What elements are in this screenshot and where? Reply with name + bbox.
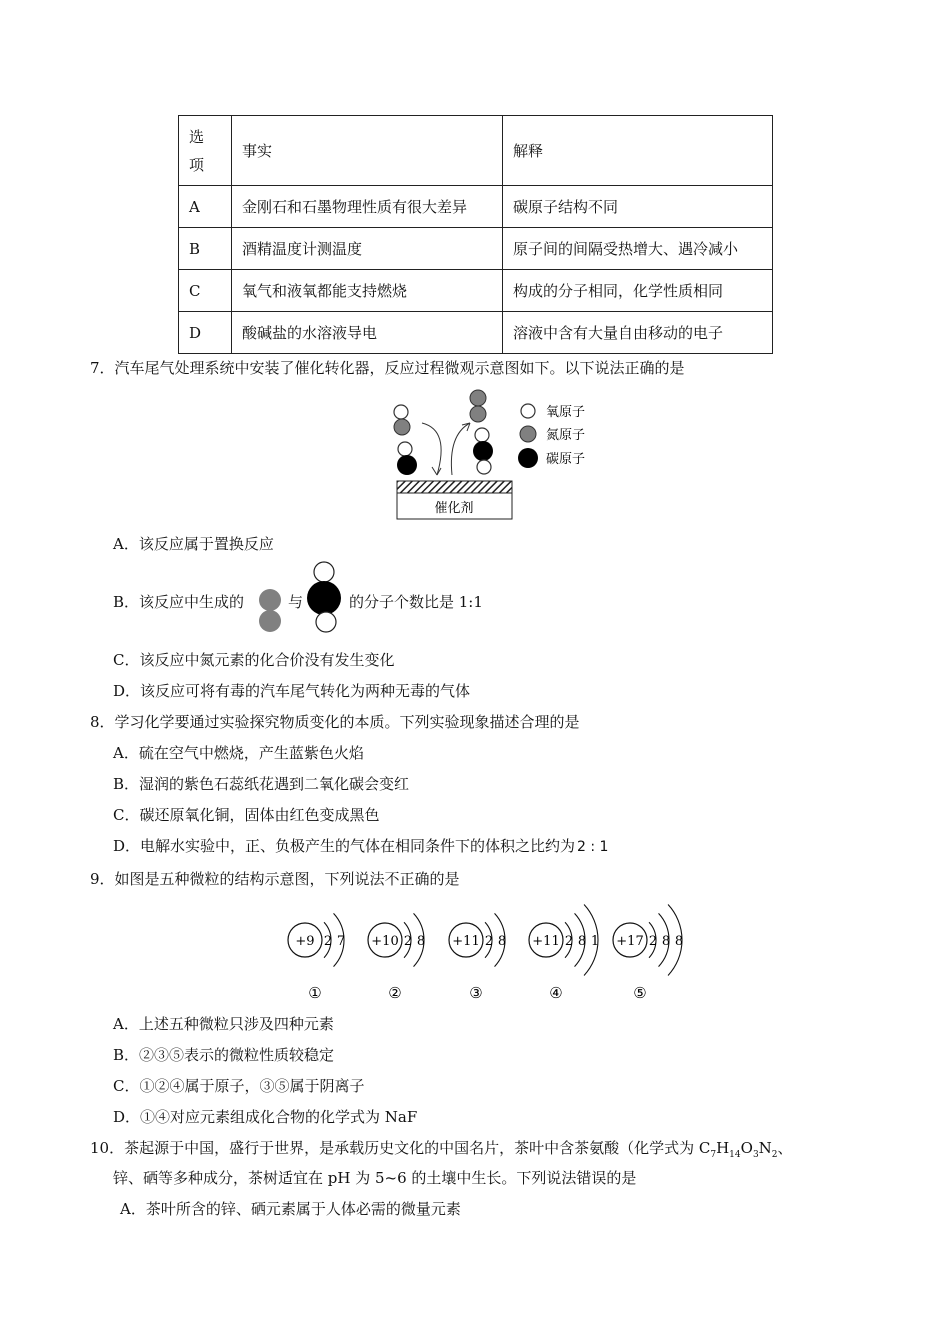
particle-5: [613, 905, 683, 1002]
row-option: A: [179, 186, 232, 228]
q9-option-a: A．上述五种微粒只涉及四种元素: [113, 1015, 334, 1033]
q8-option-a: A．硫在空气中燃烧，产生蓝紫色火焰: [113, 744, 364, 762]
particle-3: [449, 913, 506, 1002]
q6-table: [178, 115, 773, 354]
q10-option-a: A．茶叶所含的锌、硒元素属于人体必需的微量元素: [120, 1200, 461, 1218]
row-fact: 氧气和液氧都能支持燃烧: [232, 270, 503, 312]
electron-count: 2: [323, 934, 333, 949]
header-explanation: 解释: [503, 116, 773, 186]
header-option: 选 项: [179, 116, 232, 186]
row-option: D: [179, 312, 232, 354]
oxygen-atom: [394, 405, 408, 419]
particle-label: ①: [308, 984, 322, 1002]
table-row: [179, 312, 773, 354]
n2-molecule-icon: [256, 586, 286, 636]
electron-count: 1: [590, 934, 600, 949]
q10-stem-line1: 10．茶起源于中国，盛行于世界，是承载历史文化的中国名片，茶叶中含茶氨酸（化学式为 $C_7H_{14}O_3N_2$、: [90, 1139, 793, 1160]
electron-count: 2: [484, 934, 494, 949]
q9-stem: 9．如图是五种微粒的结构示意图，下列说法不正确的是: [90, 870, 460, 888]
q7-stem: 7．汽车尾气处理系统中安装了催化转化器，反应过程微观示意图如下。以下说法正确的是: [90, 359, 685, 377]
q8-option-d: [113, 835, 608, 856]
q8-option-d-text: D．电解水实验中，正、负极产生的气体在相同条件下的体积之比约为: [113, 837, 576, 855]
legend-nitrogen: 氮原子: [546, 428, 586, 443]
header-fact: 事实: [232, 116, 503, 186]
q7-option-b-pre: B．该反应中生成的: [113, 593, 245, 611]
table-row: [179, 228, 773, 270]
row-explanation: 原子间的间隔受热增大、遇冷减小: [503, 228, 773, 270]
particle-label: ③: [469, 984, 483, 1002]
oxygen-atom: [316, 612, 336, 632]
table-row: [179, 270, 773, 312]
q9-option-c: C．①②④属于原子，③⑤属于阴离子: [113, 1077, 365, 1095]
q7-option-b-post: 的分子个数比是 1:1: [349, 593, 483, 611]
arrow-down-icon: [422, 423, 441, 475]
carbon-legend-icon: [518, 448, 538, 468]
electron-count: 8: [497, 934, 507, 949]
q8-stem: 8．学习化学要通过实验探究物质变化的本质。下列实验现象描述合理的是: [90, 713, 580, 731]
row-fact: 酒精温度计测温度: [232, 228, 503, 270]
nucleus-charge: +11: [532, 934, 560, 949]
catalyst-surface: [397, 481, 512, 493]
electron-count: 8: [416, 934, 426, 949]
nucleus-charge: +9: [295, 934, 315, 949]
oxygen-atom: [477, 460, 491, 474]
nitrogen-legend-icon: [520, 426, 536, 442]
nitrogen-atom: [259, 610, 281, 632]
nitrogen-atom: [394, 419, 410, 435]
q7-reaction-diagram: [380, 385, 610, 525]
row-explanation: 构成的分子相同，化学性质相同: [503, 270, 773, 312]
q8-option-d-ratio: 2 : 1: [577, 839, 609, 855]
particle-2: [368, 913, 425, 1002]
oxygen-legend-icon: [521, 404, 535, 418]
particle-1: [288, 913, 345, 1002]
q7-option-a: A．该反应属于置换反应: [113, 535, 274, 553]
nitrogen-atom: [470, 390, 486, 406]
carbon-atom: [307, 581, 341, 615]
electron-count: 2: [403, 934, 413, 949]
electron-count: 7: [336, 934, 346, 949]
electron-count: 2: [564, 934, 574, 949]
oxygen-atom: [398, 442, 412, 456]
carbon-atom: [473, 441, 493, 461]
oxygen-atom: [314, 562, 334, 582]
particle-4: [529, 905, 599, 1002]
electron-count: 8: [577, 934, 587, 949]
q8-option-c: C．碳还原氧化铜，固体由红色变成黑色: [113, 806, 380, 824]
electron-count: 2: [648, 934, 658, 949]
row-option: C: [179, 270, 232, 312]
electron-count: 8: [661, 934, 671, 949]
legend-oxygen: 氧原子: [546, 405, 586, 420]
table-row: [179, 186, 773, 228]
row-fact: 酸碱盐的水溶液导电: [232, 312, 503, 354]
oxygen-atom: [475, 428, 489, 442]
nucleus-charge: +10: [371, 934, 399, 949]
co2-molecule-icon: [304, 560, 348, 634]
particle-label: ②: [388, 984, 402, 1002]
nitrogen-atom: [259, 589, 281, 611]
q7-option-b-mid: 与: [288, 593, 304, 611]
q9-option-d: D．①④对应元素组成化合物的化学式为 NaF: [113, 1108, 418, 1126]
particle-label: ⑤: [633, 984, 647, 1002]
table-header-row: [179, 116, 773, 186]
q9-particle-diagram: [280, 895, 700, 1005]
arrow-head-icon: [432, 467, 441, 475]
legend-carbon: 碳原子: [546, 452, 586, 467]
q10-stem-line2: 锌、硒等多种成分，茶树适宜在 pH 为 5~6 的土壤中生长。下列说法错误的是: [113, 1169, 637, 1187]
row-option: B: [179, 228, 232, 270]
nitrogen-atom: [470, 406, 486, 422]
q8-option-b: B．湿润的紫色石蕊纸花遇到二氧化碳会变红: [113, 775, 410, 793]
row-explanation: 碳原子结构不同: [503, 186, 773, 228]
catalyst-label: 催化剂: [434, 501, 474, 516]
electron-count: 8: [674, 934, 684, 949]
row-explanation: 溶液中含有大量自由移动的电子: [503, 312, 773, 354]
q7-option-d: D．该反应可将有毒的汽车尾气转化为两种无毒的气体: [113, 682, 471, 700]
q7-option-c: C．该反应中氮元素的化合价没有发生变化: [113, 651, 395, 669]
nucleus-charge: +17: [616, 934, 644, 949]
row-fact: 金刚石和石墨物理性质有很大差异: [232, 186, 503, 228]
nucleus-charge: +11: [452, 934, 480, 949]
q9-option-b: B．②③⑤表示的微粒性质较稳定: [113, 1046, 335, 1064]
carbon-atom: [397, 455, 417, 475]
particle-label: ④: [549, 984, 563, 1002]
